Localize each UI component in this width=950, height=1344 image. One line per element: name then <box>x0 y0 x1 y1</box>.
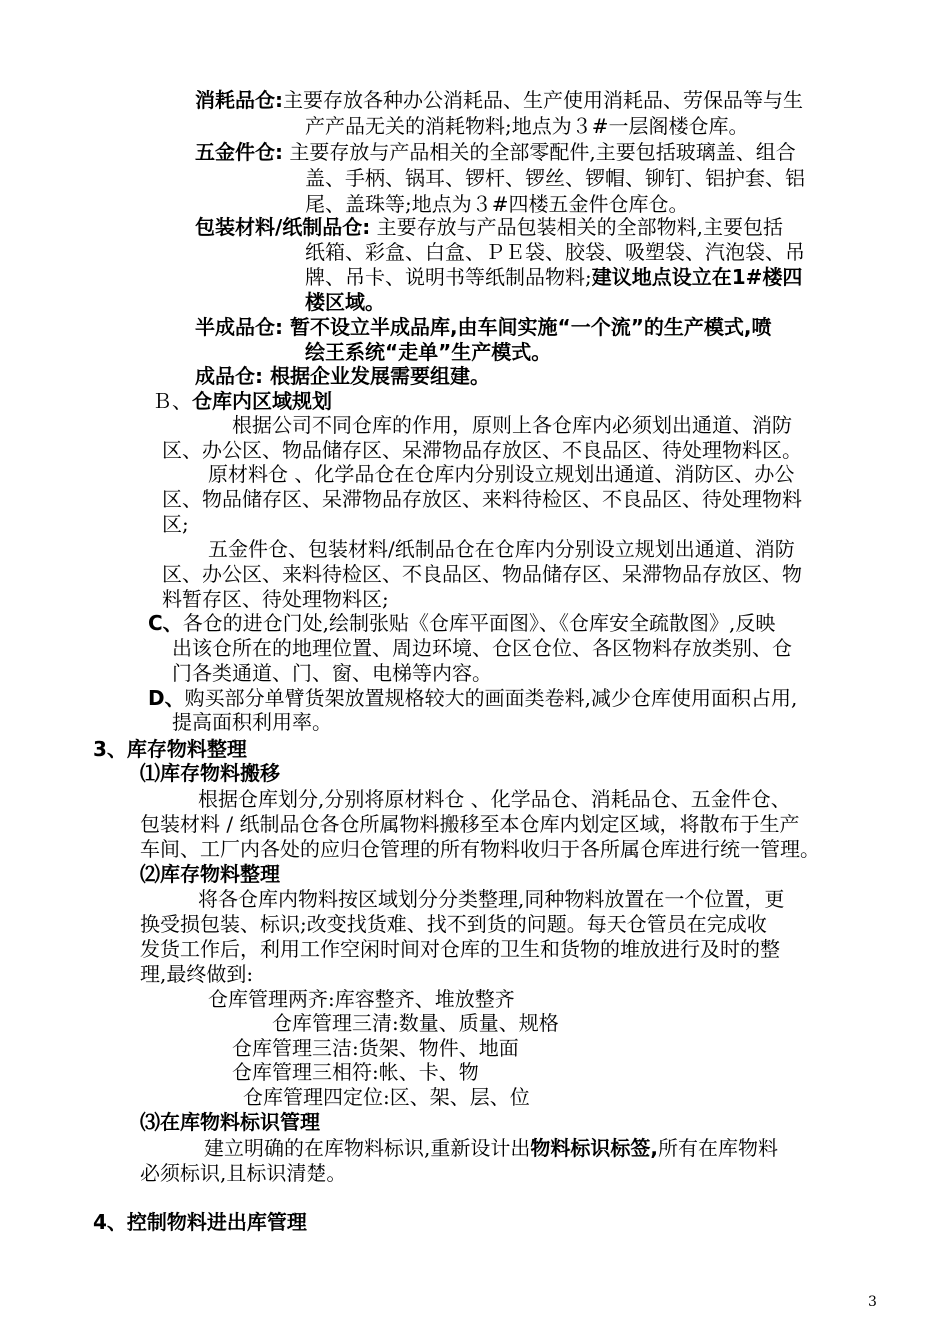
text-run: 仓库管理四定位:区、架、层、位 <box>243 1085 530 1109</box>
text-line <box>140 761 280 785</box>
text-line <box>93 1210 307 1234</box>
text-line <box>232 1036 519 1060</box>
text-run: 区、物品储存区、呆滞物品存放区、来料待检区、不良品区、待处理物料 <box>162 487 802 511</box>
bold-text-run: 仓库内区域规划 <box>192 389 332 413</box>
bold-text-run: 3、库存物料整理 <box>93 737 247 761</box>
text-line <box>140 912 767 936</box>
bold-text-run: 五金件仓: <box>195 140 283 164</box>
text-run: 仓库管理三清:数量、质量、规格 <box>272 1011 559 1035</box>
bold-text-run: 物料标识标签, <box>530 1136 658 1160</box>
text-line <box>208 987 515 1011</box>
bold-text-run: ⑶在库物料标识管理 <box>140 1110 320 1134</box>
bold-text-run: ⑴库存物料搬移 <box>140 761 280 785</box>
page-number: 3 <box>868 1294 877 1310</box>
text-run: 出该仓所在的地理位置、周边环境、仓区仓位、各区物料存放类别、仓 <box>172 636 792 660</box>
text-line <box>305 290 385 314</box>
text-line <box>195 88 803 112</box>
text-line <box>172 710 332 734</box>
text-run: 发货工作后，利用工作空闲时间对仓库的卫生和货物的堆放进行及时的整 <box>140 937 780 961</box>
text-run: 盖、手柄、锅耳、锣杆、锣丝、锣帽、铆钉、铝护套、铝 <box>305 166 805 190</box>
bold-text-run: D、 <box>148 686 185 710</box>
text-run: 纸箱、彩盒、白盒、ＰＥ袋、胶袋、吸塑袋、汽泡袋、吊 <box>305 240 805 264</box>
text-line <box>305 192 689 216</box>
text-line <box>162 487 802 511</box>
text-line <box>208 537 795 561</box>
text-run: 原材料仓 、化学品仓在仓库内分别设立规划出通道、消防区、办公 <box>208 462 795 486</box>
text-line <box>162 562 802 586</box>
text-run: 五金件仓、包装材料/纸制品仓在仓库内分别设立规划出通道、消防 <box>208 537 795 561</box>
bold-text-run: 包装材料/纸制品仓: <box>195 215 371 239</box>
text-run: 主要存放各种办公消耗品、生产使用消耗品、劳保品等与生 <box>283 88 803 112</box>
text-line <box>198 787 791 811</box>
text-run: 牌、吊卡、说明书等纸制品物料; <box>305 265 592 289</box>
text-line <box>140 812 799 836</box>
text-line <box>195 364 490 388</box>
text-run: 料暂存区、待处理物料区; <box>162 587 389 611</box>
text-run: 区; <box>162 512 189 536</box>
text-line <box>243 1085 530 1109</box>
text-line <box>232 1060 479 1084</box>
text-run: 区、办公区、来料待检区、不良品区、物品储存区、呆滞物品存放区、物 <box>162 562 802 586</box>
text-line <box>172 636 792 660</box>
text-line <box>208 462 794 486</box>
text-run: 区、办公区、物品储存区、呆滞物品存放区、不良品区、待处理物料区。 <box>162 438 802 462</box>
text-line <box>305 265 802 289</box>
text-line <box>140 937 780 961</box>
text-run: 主要存放与产品相关的全部零配件,主要包括玻璃盖、组合 <box>283 140 796 164</box>
text-run: 提高面积利用率。 <box>172 710 332 734</box>
text-line <box>162 587 389 611</box>
bold-text-run: 成品仓: 根据企业发展需要组建。 <box>195 364 490 388</box>
text-run: 门各类通道、门、窗、电梯等内容。 <box>172 661 492 685</box>
text-line <box>140 1161 346 1185</box>
text-line <box>140 862 280 886</box>
text-line <box>93 737 247 761</box>
bold-text-run: C、 <box>148 611 183 635</box>
text-run: 购买部分单臂货架放置规格较大的画面类卷料,减少仓库使用面积占用, <box>184 686 798 710</box>
text-line <box>305 340 551 364</box>
text-run: 主要存放与产品包装相关的全部物料,主要包括 <box>370 215 784 239</box>
text-run: 换受损包装、标识;改变找货难、找不到货的问题。每天仓管员在完成收 <box>140 912 767 936</box>
text-run: 建立明确的在库物料标识,重新设计出 <box>204 1136 531 1160</box>
text-run: 根据公司不同仓库的作用，原则上各仓库内必须划出通道、消防 <box>232 413 792 437</box>
text-line <box>140 962 253 986</box>
text-run: 仓库管理三相符:帐、卡、物 <box>232 1060 479 1084</box>
bold-text-run: 半成品仓: 暂不设立半成品库,由车间实施“一个流”的生产模式,喷 <box>195 315 772 339</box>
text-run: 产产品无关的消耗物料;地点为３#一层阁楼仓库。 <box>305 114 749 138</box>
text-line <box>232 413 792 437</box>
text-line <box>195 140 796 164</box>
bold-text-run: ⑵库存物料整理 <box>140 862 280 886</box>
text-line <box>162 438 802 462</box>
text-line <box>148 686 797 710</box>
text-line <box>195 315 771 339</box>
text-run: 仓库管理两齐:库容整齐、堆放整齐 <box>208 987 515 1011</box>
bold-text-run: 4、控制物料进出库管理 <box>93 1210 307 1234</box>
text-line <box>148 611 775 635</box>
text-line <box>162 512 189 536</box>
text-run: 各仓的进仓门处,绘制张贴《仓库平面图》、《仓库安全疏散图》,反映 <box>182 611 776 635</box>
text-line <box>305 166 805 190</box>
text-line <box>305 240 805 264</box>
text-run: 仓库管理三洁:货架、物件、地面 <box>232 1036 519 1060</box>
text-run: 将各仓库内物料按区域划分分类整理,同种物料放置在一个位置，更 <box>198 887 785 911</box>
text-run: 根据仓库划分,分别将原材料仓 、化学品仓、消耗品仓、五金件仓、 <box>198 787 791 811</box>
text-line <box>152 389 332 413</box>
bold-text-run: 楼区域。 <box>305 290 385 314</box>
text-run: 尾、盖珠等;地点为３#四楼五金件仓库仓。 <box>305 192 689 216</box>
text-line <box>172 661 492 685</box>
text-run: 车间、工厂内各处的应归仓管理的所有物料收归于各所属仓库进行统一管理。 <box>140 837 820 861</box>
text-run: 包装材料 / 纸制品仓各仓所属物料搬移至本仓库内划定区域，将散布于生产 <box>140 812 800 836</box>
bold-text-run: 建议地点设立在1#楼四 <box>591 265 803 289</box>
text-line <box>305 114 749 138</box>
bold-text-run: 消耗品仓: <box>195 88 283 112</box>
bold-text-run: 绘王系统“走单”生产模式。 <box>305 340 552 364</box>
text-line <box>140 837 820 861</box>
text-line <box>140 1110 320 1134</box>
text-run: 所有在库物料 <box>657 1136 778 1160</box>
text-run: 理,最终做到: <box>140 962 254 986</box>
text-run: 必须标识,且标识清楚。 <box>140 1161 347 1185</box>
text-line <box>272 1011 559 1035</box>
text-line <box>195 215 783 239</box>
text-line <box>198 887 784 911</box>
text-line <box>204 1136 778 1160</box>
text-run: Ｂ、 <box>152 389 192 413</box>
